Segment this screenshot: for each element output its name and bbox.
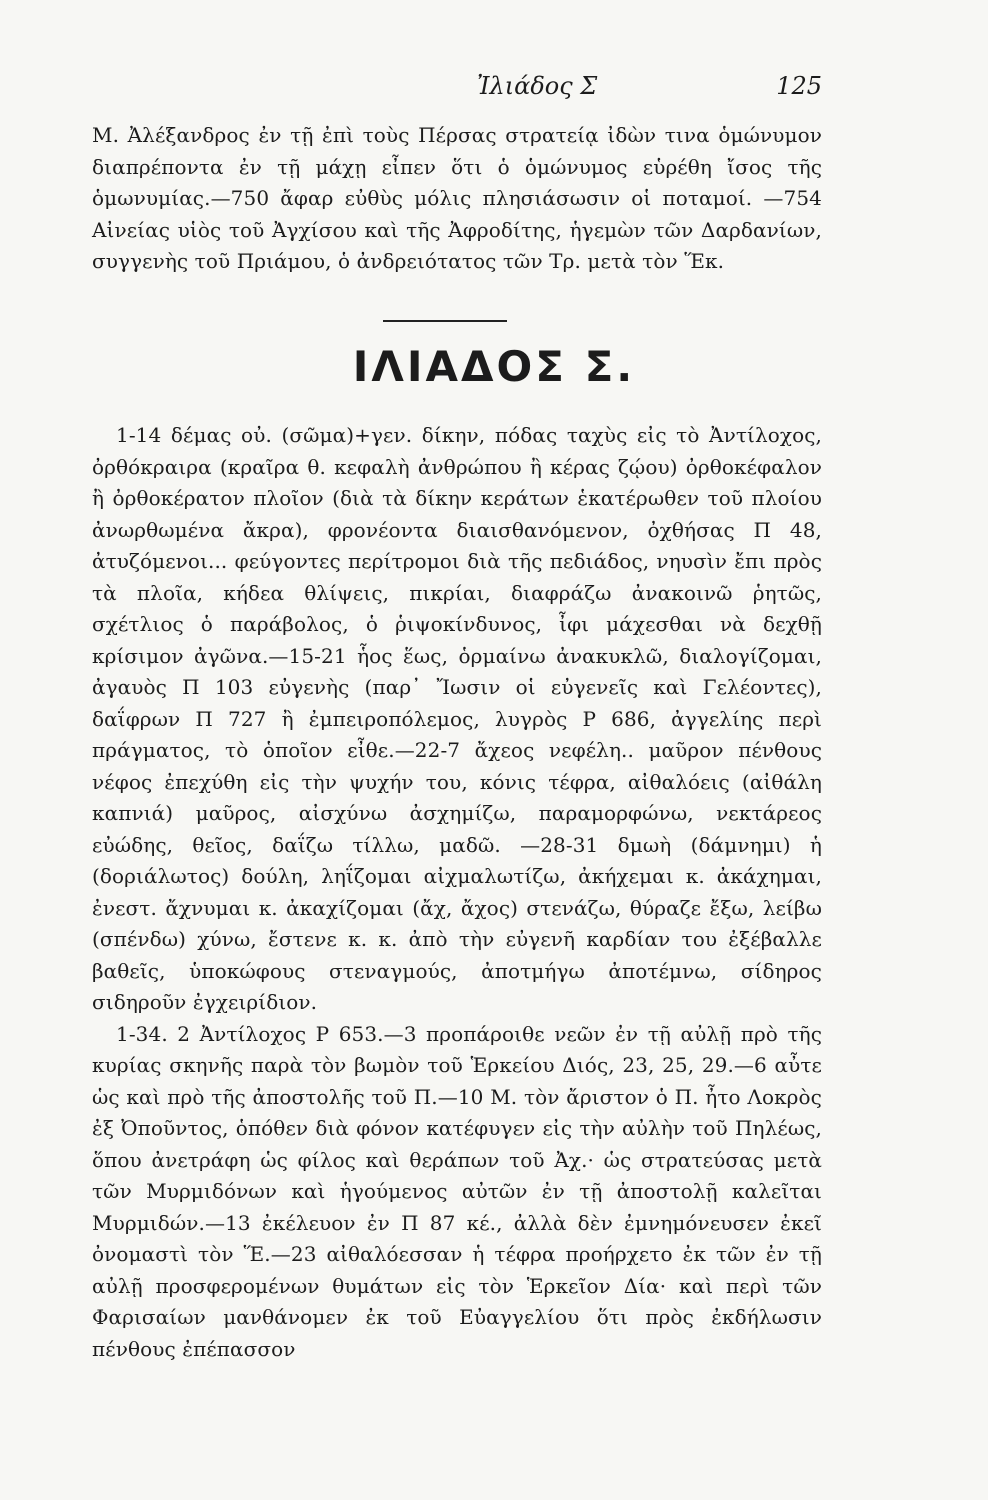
previous-section-commentary <box>92 120 822 278</box>
section-divider <box>383 320 507 322</box>
section-commentary <box>92 420 822 1365</box>
commentary-paragraph: 1-34. 2 Ἀντίλοχος Ρ 653.—3 προπάροιθε νεῶν ἐν τῇ αὐλῇ πρὸ τῆς κυρίας σκηνῆς παρὰ τὸν βωμὸν τοῦ Ἑρκείου Διός, 23, 25, 29.—6 αὖτε ὡς καὶ πρὸ τῆς ἀποστολῆς τοῦ Π.—10 Μ. τὸν ἄριστον ὁ Π. ἦτο Λοκρὸς ἐξ Ὀποῦντος, ὁπόθεν διὰ φόνον κατέφυγεν εἰς τὴν αὐλὴν τοῦ Πηλέως, ὅπου ἀνετράφη ὡς φίλος καὶ θεράπων τοῦ Ἀχ.· ὡς στρατεύσας μετὰ τῶν Μυρμιδόνων καὶ ἡγούμενος αὐτῶν ἐν τῇ ἀποστολῇ καλεῖται Μυρμιδών.—13 ἐκέλευον ἐν Π 87 κέ., ἀλλὰ δὲν ἐμνημόνευσεν ἐκεῖ ὀνομαστὶ τὸν Ἕ.—23 αἰθαλόεσσαν ἡ τέφρα προήρχετο ἐκ τῶν ἐν τῇ αὐλῇ προσφερομένων θυμάτων εἰς τὸν Ἑρκεῖον Δία· καὶ περὶ τῶν Φαρισαίων μανθάνομεν ἐκ τοῦ Εὐαγγελίου ὅτι πρὸς ἐκδήλωσιν πένθους ἐπέπασσον <box>92 1021 822 1361</box>
page-number: 125 <box>776 72 822 100</box>
running-title: Ἰλιάδος Σ <box>477 72 598 100</box>
section-title: ΙΛΙΑΔΟΣ Σ. <box>352 342 636 391</box>
page-header <box>92 72 822 112</box>
commentary-paragraph: 1-14 δέμας οὐ. (σῶμα)+γεν. δίκην, πόδας ταχὺς εἰς τὸ Ἀντίλοχος, ὀρθόκραιρα (κραῖρα θ. κεφαλὴ ἀνθρώπου ἢ κέρας ζῴου) ὀρθοκέφαλον ἢ ὀρθοκέρατον πλοῖον (διὰ τὰ δίκην κεράτων ἑκατέρωθεν τοῦ πλοίου ἀνωρθωμένα ἄκρα), φρονέοντα διαισθανόμενον, ὀχθήσας Π 48, ἀτυζόμενοι... φεύγοντες περίτρομοι διὰ τῆς πεδιάδος, νηυσὶν ἔπι πρὸς τὰ πλοῖα, κήδεα θλίψεις, πικρίαι, διαφράζω ἀνακοινῶ ῥητῶς, σχέτλιος ὁ παράβολος, ὁ ῥιψοκίνδυνος, ἶφι μάχεσθαι νὰ δεχθῇ κρίσιμον ἀγῶνα.—15-21 ἧος ἕως, ὁρμαίνω ἀνακυκλῶ, διαλογίζομαι, ἀγαυὸς Π 103 εὐγενὴς (παρ᾽ Ἴωσιν οἱ εὐγενεῖς καὶ Γελέοντες), δαΐφρων Π 727 ἢ ἐμπειροπόλεμος, λυγρὸς Ρ 686, ἀγγελίης περὶ πράγματος, τὸ ὁποῖον εἶθε.—22-7 ἄχεος νεφέλη.. μαῦρον πένθους νέφος ἐπεχύθη εἰς τὴν ψυχήν του, κόνις τέφρα, αἰθαλόεις (αἰθάλη καπνιά) μαῦρος, αἰσχύνω ἀσχημίζω, παραμορφώνω, νεκτάρεος εὐώδης, θεῖος, δαΐζω τίλλω, μαδῶ. —28-31 δμωὴ (δάμνημι) ἡ (δοριάλωτος) δούλη, ληΐζομαι αἰχμαλωτίζω, ἀκήχεμαι κ. ἀκάχημαι, ἐνεστ. ἄχνυμαι κ. ἀκαχίζομαι (ἄχ, ἄχος) στενάζω, θύραζε ἔξω, λείβω (σπένδω) χύνω, ἔστενε κ. κ. ἀπὸ τὴν εὐγενῆ καρδίαν του ἐξέβαλλε βαθεῖς, ὑποκώφους στεναγμούς, ἀποτμήγω ἀποτέμνω, σίδηρος σιδηροῦν ἐγχειρίδιον. <box>92 423 822 1014</box>
commentary-paragraph: Μ. Ἀλέξανδρος ἐν τῇ ἐπὶ τοὺς Πέρσας στρατείᾳ ἰδὼν τινα ὁμώνυμον διαπρέποντα ἐν τῇ μάχῃ εἶπεν ὅτι ὁ ὁμώνυμος εὑρέθη ἴσος τῆς ὁμωνυμίας.—750 ἄφαρ εὐθὺς μόλις πλησιάσωσιν οἱ ποταμοί. —754 Αἰνείας υἱὸς τοῦ Ἀγχίσου καὶ τῆς Ἀφροδίτης, ἡγεμὼν τῶν Δαρδανίων, συγγενὴς τοῦ Πριάμου, ὁ ἀνδρειότατος τῶν Τρ. μετὰ τὸν Ἕκ. <box>92 123 822 273</box>
